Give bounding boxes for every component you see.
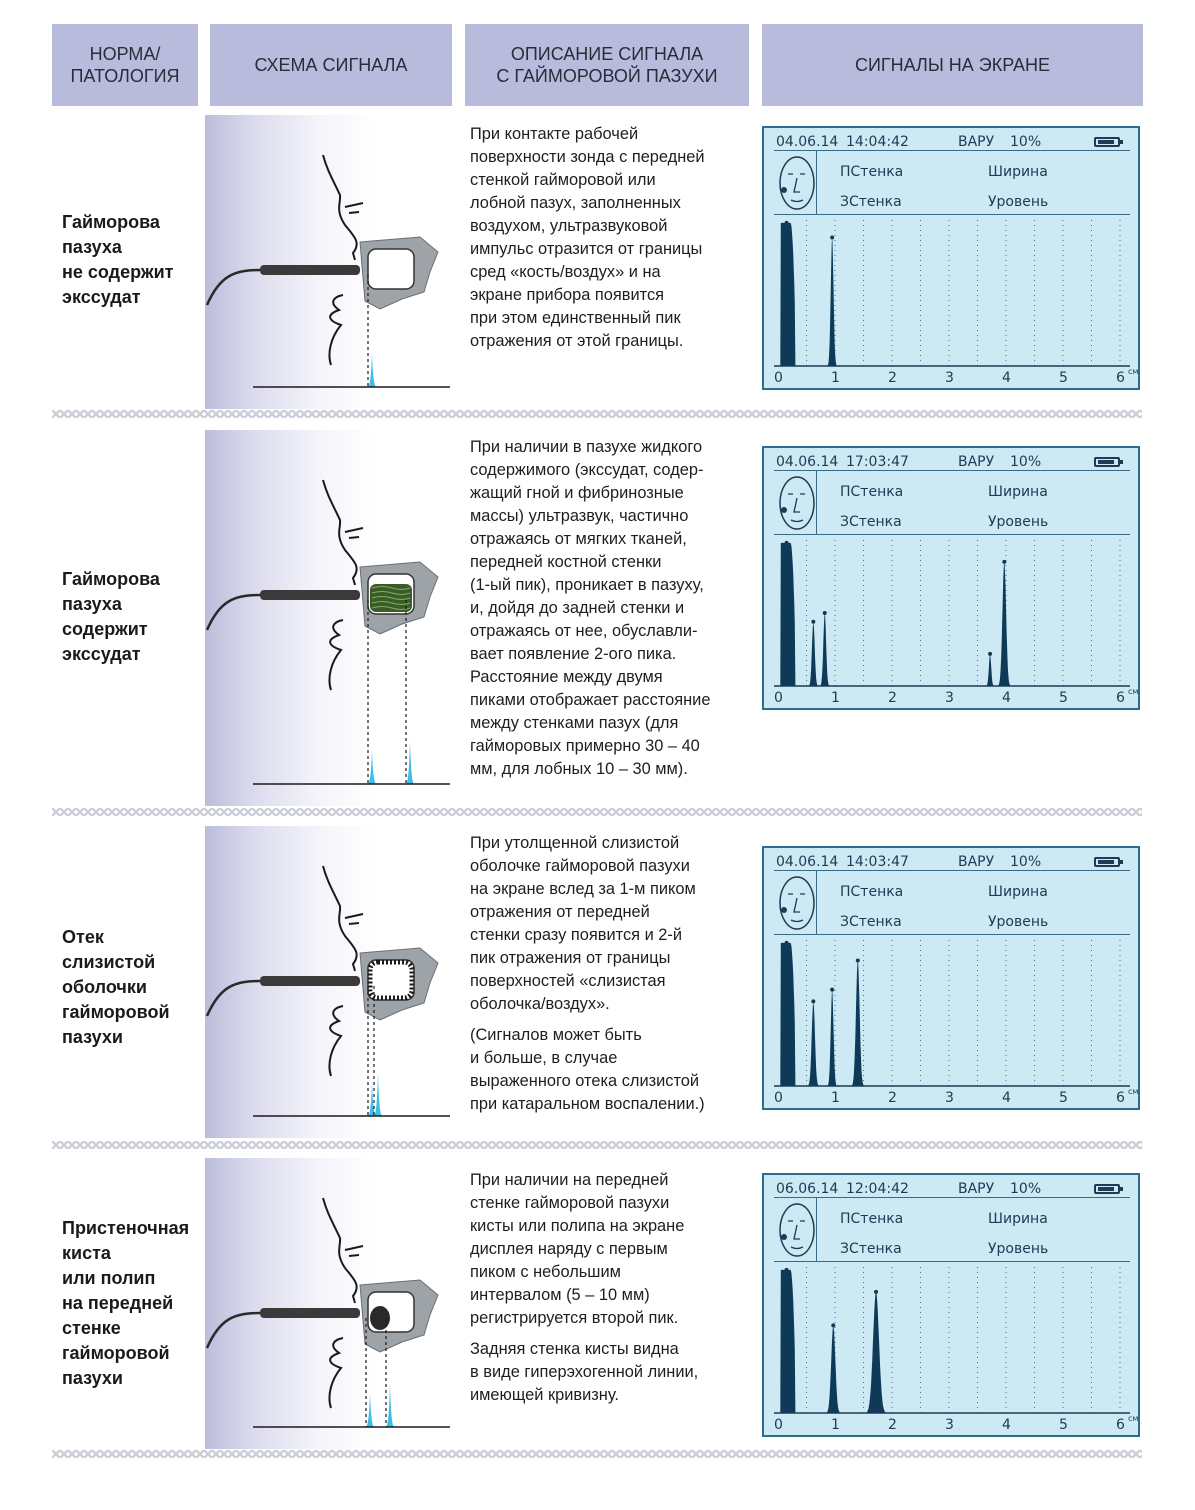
screen-date: 06.06.14: [776, 1181, 839, 1197]
scheme-peak: [368, 750, 376, 784]
x-tick-label: 1: [831, 1090, 840, 1106]
header-screen-signals: [762, 24, 1143, 106]
scheme-peak: [374, 1072, 382, 1116]
screen-date: 04.06.14: [776, 454, 839, 470]
header-signal-description: [465, 24, 749, 106]
scheme-peak: [366, 1393, 374, 1427]
screen-level: Уровень: [988, 514, 1049, 530]
row-label: Отек слизистой оболочки гайморовой пазухи: [62, 927, 170, 1047]
signal-scheme: [205, 430, 460, 806]
probe-cable: [207, 1313, 260, 1348]
screen-mode: ВАРУ: [958, 854, 995, 870]
signal-peak-4: [856, 958, 860, 962]
signal-peak-1: [785, 941, 789, 945]
signal-peak-1: [785, 541, 789, 545]
signal-peak-1: [785, 1268, 789, 1272]
screen-date: 04.06.14: [776, 854, 839, 870]
x-tick-label: 2: [888, 370, 897, 386]
screen-width: Ширина: [988, 1211, 1048, 1227]
x-tick-label: 1: [831, 690, 840, 706]
signal-peak-3: [830, 988, 834, 992]
screen-zwall: ЗСтенка: [840, 914, 902, 930]
header-signal-scheme-text: СХЕМА СИГНАЛА: [254, 55, 408, 75]
row-label: Гайморова пазуха не содержит экссудат: [62, 212, 174, 307]
description-paragraph: Задняя стенка кисты видна в виде гиперэхогенной линии, имеющей кривизну.: [470, 1340, 699, 1404]
x-tick-label: 1: [831, 1417, 840, 1433]
x-tick-label: 5: [1059, 1090, 1068, 1106]
scheme-peak: [368, 353, 376, 387]
signal-peak-4: [988, 652, 992, 656]
row-separator: [52, 1141, 1142, 1149]
sinus-cavity: [368, 960, 414, 1000]
screen-zwall: ЗСтенка: [840, 194, 902, 210]
x-tick-label: 5: [1059, 370, 1068, 386]
chart-svg: [764, 1175, 1142, 1439]
screen-width: Ширина: [988, 884, 1048, 900]
scheme-drawing: [205, 430, 460, 806]
face-profile: [323, 155, 357, 365]
screen-mode: ВАРУ: [958, 1181, 995, 1197]
signal-description: [470, 436, 750, 789]
screen-time: 14:03:47: [846, 854, 909, 870]
probe-cable: [207, 270, 260, 305]
signal-peak-5: [1002, 560, 1006, 564]
description-paragraph: При наличии в пазухе жидкого содержимого (экссудат, содер- жащий гной и фибринозные массы) ультразвук, частично отражаясь от мягких тканей, передней костной стенки (1-ый пик), проникает в пазуху, и, дойдя до задней стенки и отражаясь от нее, обуславли- вает появление 2-ого пика. Расстояние между двумя пиками отображает расстояние между стенками пазух (для гайморовых примерно 30 – 40 мм, для лобных 10 – 30 мм).: [470, 438, 711, 778]
x-tick-label: 4: [1002, 370, 1011, 386]
face-profile: [323, 866, 357, 1076]
signal-description: [470, 1169, 750, 1415]
scheme-peak: [386, 1383, 394, 1427]
probe-body: [260, 265, 360, 275]
x-tick-label: 1: [831, 370, 840, 386]
x-tick-label: 2: [888, 1090, 897, 1106]
screen-percent: 10%: [1010, 134, 1042, 150]
chart-svg: [764, 128, 1142, 392]
row-separator: [52, 1450, 1142, 1458]
description-paragraph: При контакте рабочей поверхности зонда с передней стенкой гайморовой или лобной пазух, заполненных воздухом, ультразвуковой импульс отразится от границы сред «кость/воздух» и на экране прибора появится при этом единственный пик отражения от этой границы.: [470, 125, 705, 350]
screen-date: 04.06.14: [776, 134, 839, 150]
device-screen: [762, 446, 1140, 710]
screen-level: Уровень: [988, 1241, 1049, 1257]
screen-zwall: ЗСтенка: [840, 514, 902, 530]
x-tick-label: 3: [945, 370, 954, 386]
signal-scheme: [205, 826, 460, 1138]
scheme-drawing: [205, 1158, 460, 1449]
header-signal-scheme: [210, 24, 452, 106]
probe-point-icon: [781, 1234, 787, 1240]
chart-svg: [764, 448, 1142, 712]
probe-cable: [207, 595, 260, 630]
screen-percent: 10%: [1010, 854, 1042, 870]
x-tick-label: 6: [1116, 1417, 1125, 1433]
screen-width: Ширина: [988, 164, 1048, 180]
screen-pwall: ПСтенка: [840, 1211, 904, 1227]
signal-peak-2: [830, 236, 834, 240]
cyst-polyp: [370, 1306, 390, 1330]
row-separator: [52, 808, 1142, 816]
screen-pwall: ПСтенка: [840, 884, 904, 900]
description-paragraph: При утолщенной слизистой оболочке гайморовой пазухи на экране вслед за 1-м пиком отражения от передней стенки сразу появится и 2-й пик отражения от границы поверхностей «слизистая оболочка/воздух».: [470, 834, 696, 1013]
header-norm-pathology-text: НОРМА/ ПАТОЛОГИЯ: [70, 44, 180, 86]
row-label: Гайморова пазуха содержит экссудат: [62, 569, 160, 664]
face-profile: [323, 1198, 357, 1408]
header-screen-signals-text: СИГНАЛЫ НА ЭКРАНЕ: [854, 55, 1051, 75]
signal-description: [470, 123, 750, 361]
signal-scheme: [205, 1158, 460, 1449]
x-tick-label: 0: [774, 1090, 783, 1106]
x-tick-label: 4: [1002, 690, 1011, 706]
header-norm-pathology: [52, 24, 198, 106]
eye-lines: [345, 914, 363, 924]
signal-peak-3: [823, 611, 827, 615]
x-unit-label: см: [1128, 1414, 1139, 1423]
device-screen: [762, 1173, 1140, 1437]
x-tick-label: 0: [774, 370, 783, 386]
probe-body: [260, 590, 360, 600]
screen-pwall: ПСтенка: [840, 484, 904, 500]
x-tick-label: 4: [1002, 1417, 1011, 1433]
scheme-peak: [368, 1082, 376, 1116]
eye-lines: [345, 203, 363, 213]
probe-cable: [207, 981, 260, 1016]
signal-peak-1: [785, 221, 789, 225]
scheme-drawing: [205, 826, 460, 1138]
probe-point-icon: [781, 187, 787, 193]
row-label: Пристеночная киста или полип на передней стенке гайморовой пазухи: [62, 1218, 190, 1388]
sinus-cavity: [368, 249, 414, 289]
x-tick-label: 2: [888, 1417, 897, 1433]
scheme-drawing: [205, 115, 460, 409]
screen-mode: ВАРУ: [958, 454, 995, 470]
device-screen: [762, 126, 1140, 390]
x-tick-label: 6: [1116, 1090, 1125, 1106]
x-tick-label: 0: [774, 1417, 783, 1433]
description-paragraph: (Сигналов может быть и больше, в случае выраженного отека слизистой при катаральном воспалении.): [470, 1026, 705, 1113]
signal-area: [779, 223, 1115, 366]
chart-svg: [764, 848, 1142, 1112]
screen-percent: 10%: [1010, 1181, 1042, 1197]
screen-percent: 10%: [1010, 454, 1042, 470]
screen-level: Уровень: [988, 194, 1049, 210]
screen-pwall: ПСтенка: [840, 164, 904, 180]
header-signal-description-text: ОПИСАНИЕ СИГНАЛА С ГАЙМОРОВОЙ ПАЗУХИ: [496, 44, 718, 86]
x-tick-label: 6: [1116, 690, 1125, 706]
x-tick-label: 6: [1116, 370, 1125, 386]
probe-body: [260, 1308, 360, 1318]
screen-time: 17:03:47: [846, 454, 909, 470]
screen-mode: ВАРУ: [958, 134, 995, 150]
signal-peak-2: [831, 1323, 835, 1327]
screen-time: 14:04:42: [846, 134, 909, 150]
x-tick-label: 2: [888, 690, 897, 706]
signal-peak-2: [811, 999, 815, 1003]
x-tick-label: 0: [774, 690, 783, 706]
x-tick-label: 3: [945, 690, 954, 706]
x-tick-label: 3: [945, 1090, 954, 1106]
screen-time: 12:04:42: [846, 1181, 909, 1197]
eye-lines: [345, 528, 363, 538]
x-tick-label: 5: [1059, 690, 1068, 706]
signal-area: [779, 943, 1115, 1086]
x-tick-label: 5: [1059, 1417, 1068, 1433]
x-unit-label: см: [1128, 687, 1139, 696]
x-unit-label: см: [1128, 367, 1139, 376]
description-paragraph: При наличии на передней стенке гайморовой пазухи кисты или полипа на экране дисплея наряду с первым пиком с небольшим интервалом (5 – 10 мм) регистрируется второй пик.: [470, 1171, 685, 1327]
signal-area: [779, 1270, 1115, 1413]
device-screen: [762, 846, 1140, 1110]
x-tick-label: 3: [945, 1417, 954, 1433]
scheme-peak: [406, 740, 414, 784]
face-profile: [323, 480, 357, 690]
screen-width: Ширина: [988, 484, 1048, 500]
signal-peak-2: [811, 620, 815, 624]
signal-area: [779, 543, 1115, 686]
probe-body: [260, 976, 360, 986]
signal-peak-3: [874, 1290, 878, 1294]
x-unit-label: см: [1128, 1087, 1139, 1096]
row-separator: [52, 410, 1142, 418]
signal-scheme: [205, 115, 460, 409]
screen-level: Уровень: [988, 914, 1049, 930]
x-tick-label: 4: [1002, 1090, 1011, 1106]
screen-zwall: ЗСтенка: [840, 1241, 902, 1257]
probe-point-icon: [781, 907, 787, 913]
eye-lines: [345, 1246, 363, 1256]
signal-description: [470, 832, 750, 1124]
probe-point-icon: [781, 507, 787, 513]
